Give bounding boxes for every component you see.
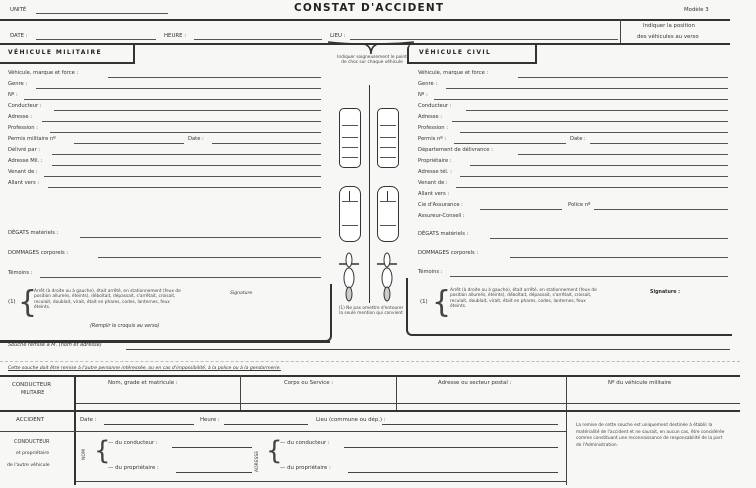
civ-field-row[interactable]: Département de délivrance : [418,147,728,157]
mil-field-row[interactable]: Véhicule, marque et force : [8,70,321,80]
civ-signature-label: Signature : [650,290,681,295]
civ-field-row[interactable]: Assureur-Conseil : [418,213,465,219]
mil-footnote-mark: (1) [8,299,16,305]
truck-icon[interactable] [377,108,399,168]
mil-field-row[interactable]: Adresse Mil. : [8,158,321,168]
center-top-note: Indiquer soigneusement le point de choc sur chaque véhicule [337,55,407,66]
civ-policy-label: Police nº [568,202,591,208]
civ-field-row[interactable]: Cie d'Assurance : Police nº [418,202,728,212]
motorcycle-icon[interactable] [375,250,399,302]
civ-damage-section [418,231,728,281]
row1-label-2: MILITAIRE [21,391,45,396]
unit-label: UNITÉ [10,7,27,13]
place-label: LIEU : [330,33,346,39]
military-title: VÉHICULE MILITAIRE [8,49,102,56]
nom-owner-field[interactable] [176,472,252,473]
civ-field-row[interactable]: Venant de : [418,180,728,190]
acc-time-label: Heure : [200,417,220,423]
position-note-1: Indiquer la position [643,23,695,29]
position-note-2: des véhicules au verso [637,34,699,40]
civ-field-row[interactable]: Nº : [418,92,728,102]
row3-label-3: de l'autre véhicule [7,463,50,468]
adr-driver-field[interactable] [344,447,558,448]
mil-footnote-box [0,284,332,342]
mil-field-row[interactable]: Permis militaire nº Date : [8,136,321,146]
date-field[interactable] [36,39,156,40]
civ-field-row[interactable]: Allant vers : [418,191,450,197]
mil-field-row[interactable]: Adresse : [8,114,321,124]
table-col-rule [74,375,76,485]
page-title: CONSTAT D'ACCIDENT [294,2,445,14]
military-fields [8,70,321,190]
nom-label: NOM [82,449,87,460]
nom-driver-label: — du conducteur : [108,440,158,446]
mil-footnote-text: Arrêt (à droite ou à gauche), était arrêté, en stationnement (feux de position allumés, éteints), déboîtait, dépassait, s'arrêtait, croisait, reculait, doublait, virait, était en phares, codes, lanternes, feux éteints. [34,289,181,310]
mil-date-label: Date : [188,136,204,142]
row1-label-1: CONDUCTEUR [12,382,52,388]
civ-field-row[interactable]: Propriétaire : [418,158,728,168]
col-name-header: Nom, grade et matricule : [108,380,178,386]
stub-handed-to: Souche remise à M. (nom et adresse) [8,342,102,348]
military-title-box [0,44,135,64]
civil-fields [418,70,728,220]
table-col-rule [566,375,567,485]
acc-place-field[interactable] [382,424,558,425]
col-postal-header: Adresse ou secteur postal : [438,380,512,386]
model-number: Modèle 3 [684,7,709,13]
civ-damage-material[interactable]: DÉGATS matériels : [418,231,728,241]
table-col-rule [240,375,241,410]
civ-field-row[interactable]: Permis nº : Date : [418,136,728,146]
row2-bottom-rule [0,431,566,432]
row1-input-line[interactable] [76,403,740,404]
mil-damage-bodily[interactable]: DOMMAGES corporels : [8,250,321,260]
adresse-label: ADRESSE [255,450,260,472]
mil-field-row[interactable]: Nº : [8,92,321,102]
nom-driver-field[interactable] [172,447,252,448]
time-field[interactable] [194,39,322,40]
unit-field[interactable] [36,13,168,14]
disclaimer: La remise de cette souche est uniquement destinée à établir la matérialité de l'accident et ne saurait, en aucun cas, être considérée comme constituant une reconnaissance de responsabilité de la part de l'Administration. [576,423,725,448]
mil-damage-section [8,230,321,280]
adr-owner-field[interactable] [348,472,558,473]
civil-title-box [407,44,537,64]
civ-footnote-text: Arrêt (à droite ou à gauche), était arrêté, en stationnement (feux de position allumés, éteints), déboîtait, dépassait, s'arrêtait, croisait, reculait, doublait, virait, était en phares, codes, lanternes, feux éteints. [450,288,597,309]
civ-field-row[interactable]: Adresse : [418,114,728,124]
position-divider [620,19,621,43]
civil-title: VÉHICULE CIVIL [419,49,492,56]
motorcycle-icon[interactable] [337,250,361,302]
mil-brace: { [18,285,38,320]
civ-field-row[interactable]: Conducteur : [418,103,728,113]
row2-label: ACCIDENT [16,417,45,423]
civ-field-row[interactable]: Profession : [418,125,728,135]
civ-brace: { [432,285,452,320]
row3-bottom-rule [76,481,566,482]
adr-owner-label: — du propriétaire : [280,465,331,471]
mil-signature-label: Signature [230,291,253,296]
row3-label-1: CONDUCTEUR [14,439,50,445]
table-col-rule [396,375,397,410]
stub-cut-line [0,361,740,362]
acc-place-label: Lieu (commune ou dép.) : [316,417,386,423]
col-vehicle-header: Nº du véhicule militaire [608,380,672,386]
mil-witnesses[interactable]: Témoins : [8,270,321,280]
adr-driver-label: — du conducteur : [280,440,330,446]
mil-damage-material[interactable]: DÉGATS matériels : [8,230,321,240]
truck-icon[interactable] [339,108,361,168]
table-top-rule [0,375,740,377]
civ-footnote-mark: (1) [420,299,428,305]
date-label: DATE : [10,33,28,39]
time-label: HEURE : [164,33,187,39]
civ-date-label: Date : [570,136,586,142]
mil-field-row[interactable]: Délivré par : [8,147,321,157]
civ-field-row[interactable]: Véhicule, marque et force : [418,70,728,80]
nom-owner-label: — du propriétaire : [108,465,159,471]
civ-damage-bodily[interactable]: DOMMAGES corporels : [418,250,728,260]
center-brace-icon [326,40,416,56]
row1-bottom-rule [0,410,740,412]
stub-instruction: Cette souche doit être remise à l'autre personne intéressée, ou en cas d'impossibilité, à la police ou à la gendarmerie. [8,366,281,371]
row3-label-2: et propriétaire [16,451,50,456]
civ-witnesses[interactable]: Témoins : [418,269,728,279]
mil-verso-note: (Remplir le croquis au verso) [90,324,160,329]
civ-footnote-box [406,278,732,336]
car-icon[interactable] [377,186,399,242]
mil-field-row[interactable]: Venant de : [8,169,321,179]
acc-date-label: Date : [80,417,97,423]
mil-field-row[interactable]: Profession : [8,125,321,135]
stub-handed-field[interactable] [126,349,730,350]
acc-time-field[interactable] [224,424,308,425]
center-bottom-note: (1) Ne pas omettre d'entourer la seule mention qui convient [338,306,404,317]
mil-field-row[interactable]: Genre : [8,81,321,91]
road-divider [369,85,370,303]
col-corps-header: Corps ou Service : [284,380,334,386]
civ-field-row[interactable]: Adresse tél. : [418,169,728,179]
acc-date-field[interactable] [104,424,194,425]
mil-field-row[interactable]: Allant vers : [8,180,321,190]
car-icon[interactable] [339,186,361,242]
mil-field-row[interactable]: Conducteur : [8,103,321,113]
nom-brace: { [94,436,111,466]
adresse-brace: { [266,436,283,466]
civ-field-row[interactable]: Genre : [418,81,728,91]
